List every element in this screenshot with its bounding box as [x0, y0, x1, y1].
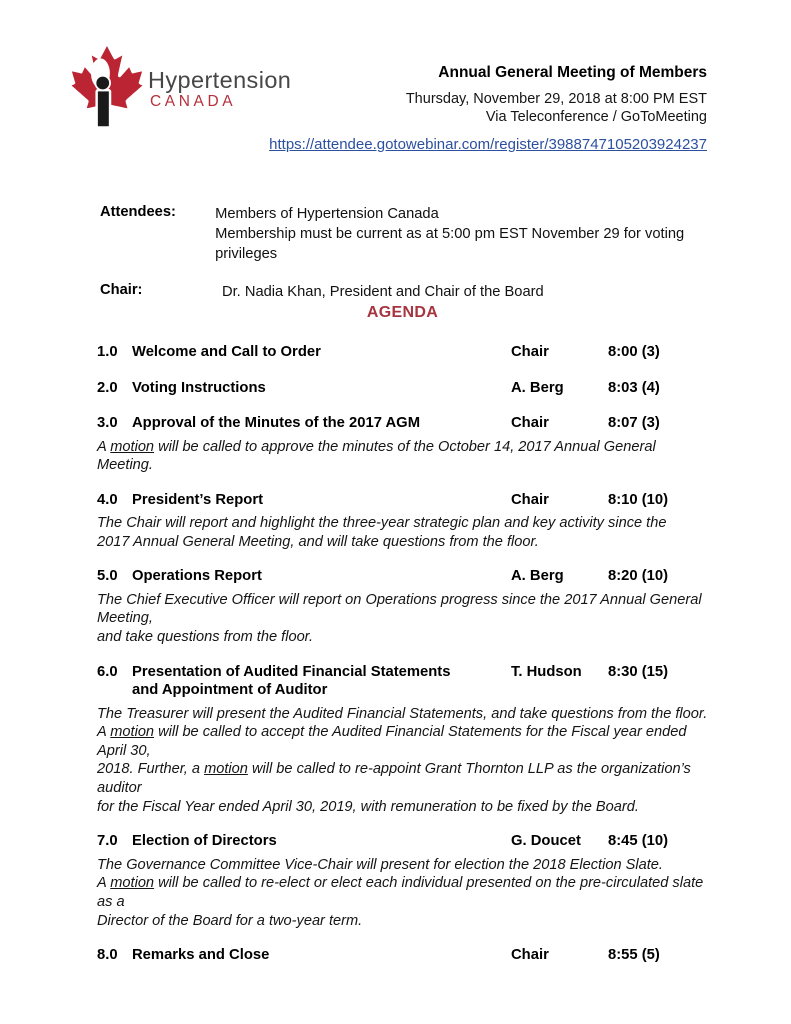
agenda-item-row [97, 946, 708, 965]
attendees-label: Attendees: [100, 204, 176, 220]
agenda-item-presenter: G. Doucet [511, 833, 581, 850]
agenda-item-time: 8:55 (5) [608, 947, 660, 964]
attendees-value [215, 204, 720, 264]
attendees-line-2: Membership must be current as at 5:00 pm EST November 29 for voting privileges [215, 226, 685, 262]
agenda-item-title: Operations Report [132, 568, 262, 585]
agenda-item-presenter: Chair [511, 344, 549, 360]
agenda-list [97, 343, 708, 982]
registration-link[interactable]: https://attendee.gotowebinar.com/register/3988747105203924237 [269, 136, 707, 153]
attendees-row [100, 204, 720, 264]
agenda-item-time: 8:30 (15) [608, 663, 669, 680]
agenda-item-title: Remarks and Close [132, 947, 270, 964]
chair-row [100, 282, 720, 302]
agenda-item-row [97, 567, 708, 586]
agenda-item-presenter: Chair [511, 491, 549, 508]
agenda-item-row [97, 663, 708, 700]
agenda-item-presenter: A. Berg [511, 568, 564, 585]
agenda-item-row [97, 491, 708, 510]
attendees-line-1: Members of Hypertension Canada [215, 206, 439, 222]
agenda-item-title: Welcome and Call to Order [132, 344, 321, 360]
chair-value: Dr. Nadia Khan, President and Chair of the Board [222, 284, 544, 300]
agenda-item-description: The Chief Executive Officer will report on Operations progress since the 2017 Annual General Meeting, and take questions from the floor. [97, 591, 702, 646]
meeting-datetime: Thursday, November 29, 2018 at 8:00 PM EST [405, 91, 707, 107]
agenda-item-presenter: A. Berg [511, 379, 564, 396]
agenda-item-title: Election of Directors [132, 833, 277, 850]
agenda-item-number: 7.0 [97, 833, 118, 850]
agenda-item-time: 8:03 (4) [608, 379, 660, 396]
agenda-item-row [97, 414, 708, 433]
agenda-item-title: Voting Instructions [132, 379, 266, 396]
agenda-item-description: The Governance Committee Vice-Chair will present for election the 2018 Election Slate. A motion will be called to re-elect or elect each individual presented on the pre-circulated slate as a Director of the Board for a two-year term. [97, 856, 704, 929]
logo-brand-name: Hypertension [148, 67, 292, 93]
agenda-item-number: 3.0 [97, 415, 118, 431]
agenda-item-number: 1.0 [97, 344, 118, 360]
agenda-item-title: Presentation of Audited Financial Statements and Appointment of Auditor [132, 663, 451, 699]
agenda-item-number: 5.0 [97, 568, 118, 585]
agenda-item-row [97, 832, 708, 851]
agenda-item-presenter: T. Hudson [511, 663, 582, 680]
agenda-item-row [97, 343, 708, 362]
agenda-item-presenter: Chair [511, 947, 549, 964]
meeting-location: Via Teleconference / GoToMeeting [485, 109, 707, 125]
agenda-item-time: 8:45 (10) [608, 833, 669, 850]
meeting-meta [100, 204, 720, 302]
agenda-item-title: Approval of the Minutes of the 2017 AGM [132, 415, 421, 431]
agenda-item-time: 8:10 (10) [608, 491, 669, 508]
agenda-item-description: The Treasurer will present the Audited Financial Statements, and take questions from the floor. A motion will be called to accept the Audited Financial Statements for the Fiscal year ended April 30, 2018. Further, a motion will be called to re-appoint Grant Thornton LLP as the organization’s auditor for the Fiscal Year ended April 30, 2019, with remuneration to be fixed by the Board. [97, 705, 708, 815]
agenda-item-presenter: Chair [511, 415, 549, 431]
agenda-item-number: 6.0 [97, 663, 118, 680]
chair-label: Chair: [100, 282, 143, 298]
agenda-item-time: 8:20 (10) [608, 568, 669, 585]
meeting-title: Annual General Meeting of Members [438, 64, 707, 81]
agenda-item-time: 8:00 (3) [608, 344, 660, 360]
agenda-item-description: The Chair will report and highlight the three-year strategic plan and key activity since the 2017 Annual General Meeting, and will take questions from the floor. [97, 515, 667, 550]
meeting-header [269, 64, 707, 154]
agenda-item-title: President’s Report [132, 491, 264, 508]
agenda-item-description: A motion will be called to approve the minutes of the October 14, 2017 Annual General Meeting. [97, 438, 656, 474]
agenda-heading: AGENDA [366, 304, 439, 321]
agenda-item-number: 4.0 [97, 491, 118, 508]
logo-brand-country: CANADA [150, 93, 237, 110]
agenda-item-time: 8:07 (3) [608, 415, 660, 431]
agenda-item-number: 8.0 [97, 947, 118, 964]
agenda-item-row [97, 379, 708, 398]
maple-leaf-figure-icon [68, 46, 146, 132]
agenda-item-number: 2.0 [97, 379, 118, 396]
